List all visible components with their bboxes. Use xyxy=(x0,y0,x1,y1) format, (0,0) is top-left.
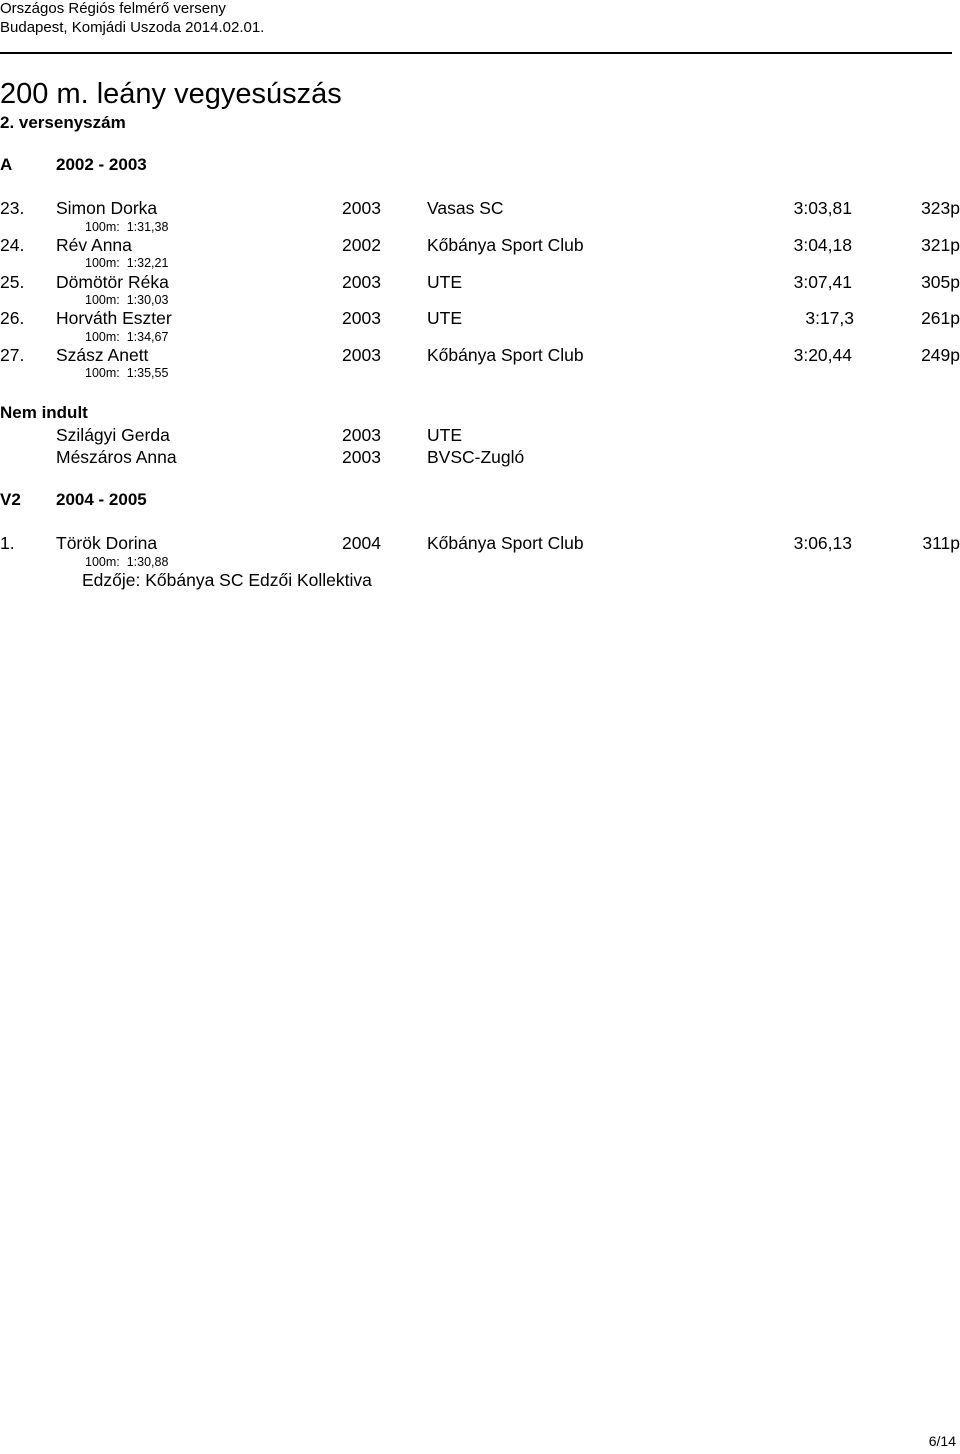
group-v2-label: V2 xyxy=(0,490,21,509)
swimmer-name: Rév Anna xyxy=(56,235,132,255)
split-time xyxy=(85,330,168,344)
points: 311p xyxy=(922,533,960,553)
points: 323p xyxy=(921,198,960,218)
birth-year: 2003 xyxy=(342,308,381,328)
event-title: 200 m. leány vegyesúszás xyxy=(0,78,342,110)
split-value: 1:32,21 xyxy=(126,256,169,270)
coach-line: Edzője: Kőbánya SC Edzői Kollektiva xyxy=(82,570,372,590)
rank: 24. xyxy=(0,235,25,255)
birth-year: 2003 xyxy=(342,272,381,292)
birth-year: 2002 xyxy=(342,235,381,255)
final-time: 3:04,18 xyxy=(793,235,852,255)
swimmer-name: Horváth Eszter xyxy=(56,308,172,328)
final-time: 3:07,41 xyxy=(793,272,852,292)
split-value: 1:30,88 xyxy=(126,555,169,569)
result-row xyxy=(0,532,960,554)
split-time xyxy=(85,366,168,380)
split-time xyxy=(85,293,168,307)
club: Kőbánya Sport Club xyxy=(427,235,584,255)
rank: 23. xyxy=(0,198,25,218)
birth-year: 2003 xyxy=(342,425,381,445)
split-value: 1:31,38 xyxy=(126,220,169,234)
competition-name: Országos Régiós felmérő verseny xyxy=(0,0,226,17)
list-item xyxy=(0,446,960,468)
split-label: 100m: xyxy=(85,555,120,569)
split-label: 100m: xyxy=(85,293,120,307)
swimmer-name: Simon Dorka xyxy=(56,198,158,218)
club: Vasas SC xyxy=(427,198,504,218)
result-row xyxy=(0,197,960,219)
rank: 1. xyxy=(0,533,15,553)
result-row xyxy=(0,344,960,366)
swimmer-name: Szilágyi Gerda xyxy=(56,425,170,445)
birth-year: 2003 xyxy=(342,345,381,365)
split-value: 1:35,55 xyxy=(126,366,169,380)
points: 249p xyxy=(921,345,960,365)
rank: 25. xyxy=(0,272,25,292)
final-time: 3:20,44 xyxy=(793,345,852,365)
group-a-label: A xyxy=(0,155,13,174)
venue-date: Budapest, Komjádi Uszoda 2014.02.01. xyxy=(0,19,265,36)
swimmer-name: Mészáros Anna xyxy=(56,447,177,467)
event-number: 2. versenyszám xyxy=(0,113,126,132)
club: Kőbánya Sport Club xyxy=(427,345,584,365)
final-time: 3:17,3 xyxy=(805,308,854,328)
result-row xyxy=(0,307,960,329)
club: UTE xyxy=(427,272,462,292)
split-value: 1:30,03 xyxy=(126,293,169,307)
list-item xyxy=(0,424,960,446)
birth-year: 2003 xyxy=(342,198,381,218)
club: UTE xyxy=(427,425,462,445)
birth-year: 2004 xyxy=(342,533,381,553)
split-time xyxy=(85,256,168,270)
final-time: 3:03,81 xyxy=(793,198,852,218)
split-label: 100m: xyxy=(85,256,120,270)
points: 261p xyxy=(921,308,960,328)
split-label: 100m: xyxy=(85,330,120,344)
birth-year: 2003 xyxy=(342,447,381,467)
split-label: 100m: xyxy=(85,366,120,380)
club: BVSC-Zugló xyxy=(427,447,525,467)
split-label: 100m: xyxy=(85,220,120,234)
swimmer-name: Szász Anett xyxy=(56,345,149,365)
result-row xyxy=(0,271,960,293)
swimmer-name: Török Dorina xyxy=(56,533,158,553)
header-divider xyxy=(0,52,952,54)
club: UTE xyxy=(427,308,462,328)
swimmer-name: Dömötör Réka xyxy=(56,272,169,292)
group-v2-years: 2004 - 2005 xyxy=(56,490,147,509)
split-value: 1:34,67 xyxy=(126,330,169,344)
club: Kőbánya Sport Club xyxy=(427,533,584,553)
points: 305p xyxy=(921,272,960,292)
final-time: 3:06,13 xyxy=(793,533,852,553)
not-started-label: Nem indult xyxy=(0,403,88,422)
split-time xyxy=(85,220,168,234)
points: 321p xyxy=(921,235,960,255)
split-time xyxy=(85,555,168,569)
rank: 26. xyxy=(0,308,25,328)
group-a-years: 2002 - 2003 xyxy=(56,155,147,174)
result-row xyxy=(0,234,960,256)
rank: 27. xyxy=(0,345,25,365)
page-number: 6/14 xyxy=(928,1433,956,1449)
